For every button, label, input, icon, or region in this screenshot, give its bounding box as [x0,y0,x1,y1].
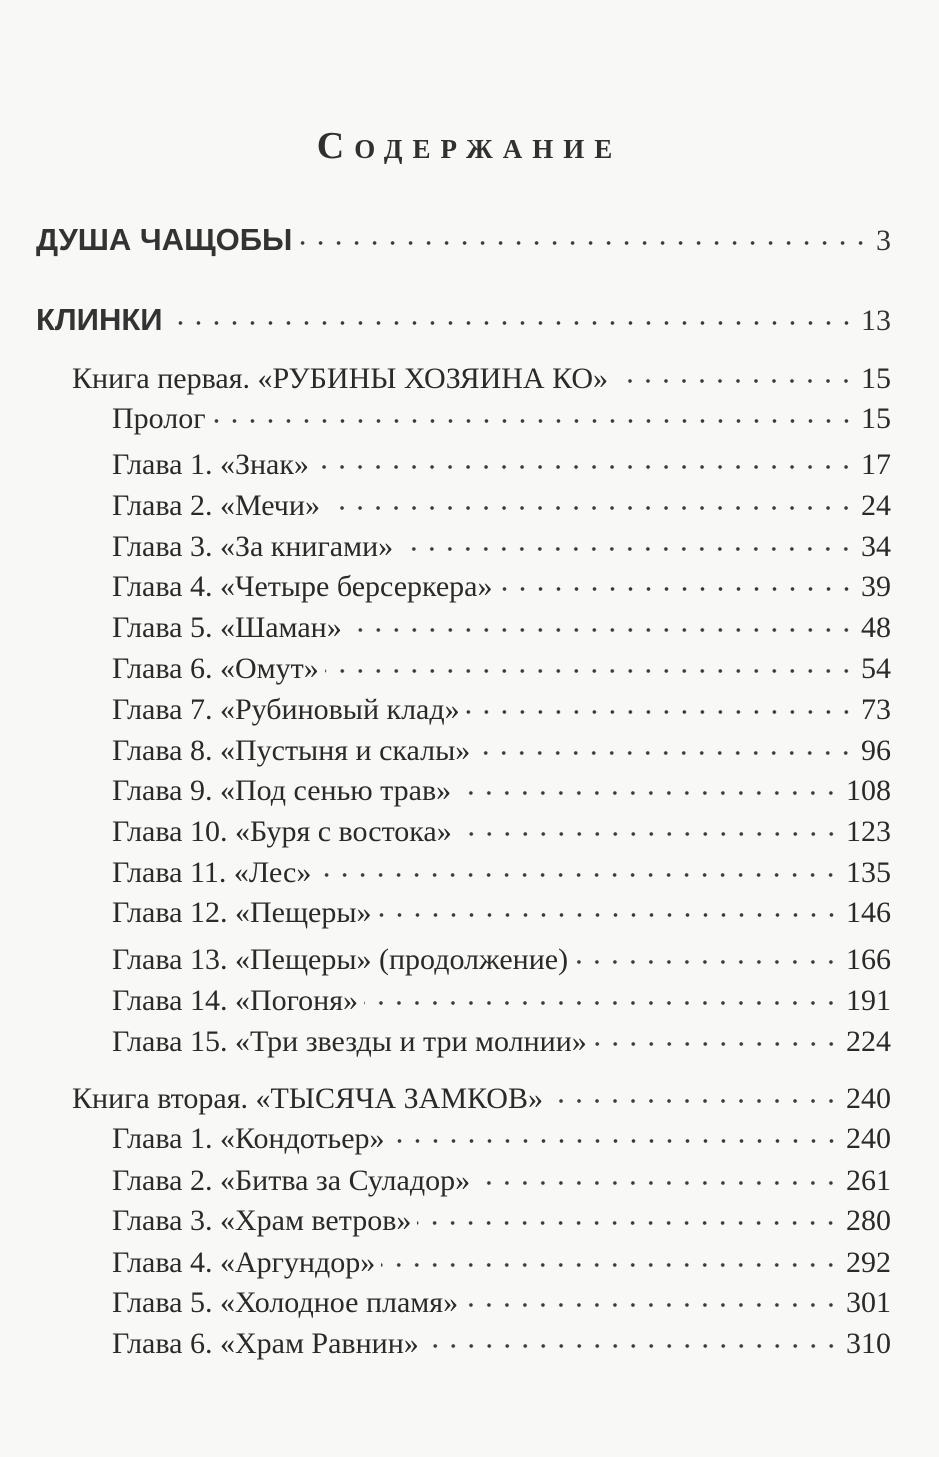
toc-entry-label: Глава 7. «Рубиновый клад» [112,693,460,726]
toc-entry-label: Глава 1. «Кондотьер» [112,1122,385,1155]
toc-entry [112,776,891,806]
toc-entry-label: Глава 2. «Битва за Суладор» [112,1164,471,1197]
toc-entry-page: 166 [846,943,891,976]
dot-leader [348,627,855,633]
toc-entry [112,1206,891,1236]
toc-entry [112,491,891,521]
toc-entry-label: Глава 11. «Лес» [112,856,312,889]
toc-entry-page: 96 [861,734,891,767]
toc-entry-page: 34 [861,530,891,563]
dot-leader [476,750,855,756]
toc-entry-label: ДУША ЧАЩОБЫ [36,222,293,257]
toc-entry [112,1124,891,1154]
toc-entry-page: 146 [846,896,891,929]
toc-entry [72,364,891,394]
toc-entry-label: Глава 3. «Храм ветров» [112,1204,412,1237]
dot-leader [315,464,855,470]
toc-entry-page: 3 [876,224,891,257]
toc-entry [112,532,891,562]
toc-entry [112,450,891,480]
toc-entry [36,304,891,336]
toc-entry [36,224,891,256]
toc-entry-label: Глава 6. «Омут» [112,652,319,685]
toc-entry-label: Глава 13. «Пещеры» (продолжение) [112,943,569,976]
toc-entry [112,986,891,1016]
toc-entry [72,1084,891,1114]
dot-leader [476,1180,840,1186]
toc-entry-page: 292 [846,1246,891,1279]
toc-entry-page: 15 [861,362,891,395]
toc-entry-page: 13 [861,304,891,337]
toc-entry-label: Глава 12. «Пещеры» [112,896,372,929]
dot-leader [549,1098,840,1104]
toc-entry-page: 73 [861,693,891,726]
toc-entry-page: 17 [861,448,891,481]
toc-entry-page: 240 [846,1122,891,1155]
toc-entry [112,654,891,684]
toc-entry-label: Глава 5. «Шаман» [112,611,342,644]
toc-entry-page: 123 [846,815,891,848]
dot-leader [464,1302,840,1308]
toc-entry-page: 191 [846,984,891,1017]
toc-entry-page: 48 [861,611,891,644]
toc-entry-label: Глава 8. «Пустыня и скалы» [112,734,471,767]
dot-leader [593,1041,840,1047]
dot-leader [458,831,840,837]
toc-entry-label: Глава 6. «Храм Равнин» [112,1327,419,1360]
toc-entry [112,945,891,975]
toc-entry [112,1166,891,1196]
toc-entry-page: 108 [846,774,891,807]
toc-entry-page: 15 [861,402,891,435]
dot-leader [499,586,856,592]
toc-entry-label: Пролог [112,402,206,435]
toc-entry [112,817,891,847]
toc-entry-label: Книга вторая. «ТЫСЯЧА ЗАМКОВ» [72,1082,543,1115]
toc-entry [112,898,891,928]
toc-entry [112,1288,891,1318]
toc-entry-page: 261 [846,1164,891,1197]
toc-entry-page: 224 [846,1025,891,1058]
toc-entry-page: 310 [846,1327,891,1360]
dot-leader [298,240,870,246]
toc-entry [112,858,891,888]
dot-leader [364,1000,840,1006]
dot-leader [391,1138,840,1144]
dot-leader [317,872,840,878]
dot-leader [614,378,855,384]
dot-leader [326,505,855,511]
toc-entry [112,404,891,434]
toc-entry [112,1329,891,1359]
dot-leader [169,320,855,326]
dot-leader [212,418,855,424]
dot-leader [381,1262,840,1268]
toc-entry-page: 240 [846,1082,891,1115]
toc-entry-label: Глава 1. «Знак» [112,448,309,481]
toc-entry-page: 54 [861,652,891,685]
toc-entry-page: 280 [846,1204,891,1237]
toc-entry-label: Глава 9. «Под сенью трав» [112,774,452,807]
dot-leader [325,668,855,674]
toc-entry-label: Глава 5. «Холодное пламя» [112,1286,459,1319]
toc-entry [112,613,891,643]
toc-entry-label: Глава 10. «Буря с востока» [112,815,452,848]
toc-entry-label: Глава 4. «Аргундор» [112,1246,376,1279]
toc-entry [112,1027,891,1057]
toc-entry [112,1248,891,1278]
toc-entry-label: Глава 14. «Погоня» [112,984,359,1017]
dot-leader [417,1220,840,1226]
toc-entry-page: 301 [846,1286,891,1319]
toc-entry [112,695,891,725]
dot-leader [466,709,855,715]
toc-entry-page: 39 [861,570,891,603]
dot-leader [457,790,840,796]
page-title: Содержание [316,125,623,167]
toc-entry-label: Глава 15. «Три звезды и три молнии» [112,1025,587,1058]
toc-entry [112,736,891,766]
toc-entry-label: Глава 4. «Четыре берсеркера» [112,570,493,603]
dot-leader [574,959,840,965]
toc-entry-label: Глава 2. «Мечи» [112,489,320,522]
dot-leader [378,912,840,918]
toc-entry [112,572,891,602]
toc-entry-page: 135 [846,856,891,889]
dot-leader [425,1343,840,1349]
dot-leader [399,546,855,552]
toc-entry-label: Книга первая. «РУБИНЫ ХОЗЯИНА КО» [72,362,609,395]
toc-entry-label: Глава 3. «За книгами» [112,530,394,563]
toc-entry-page: 24 [861,489,891,522]
toc-entry-label: КЛИНКИ [36,302,163,337]
